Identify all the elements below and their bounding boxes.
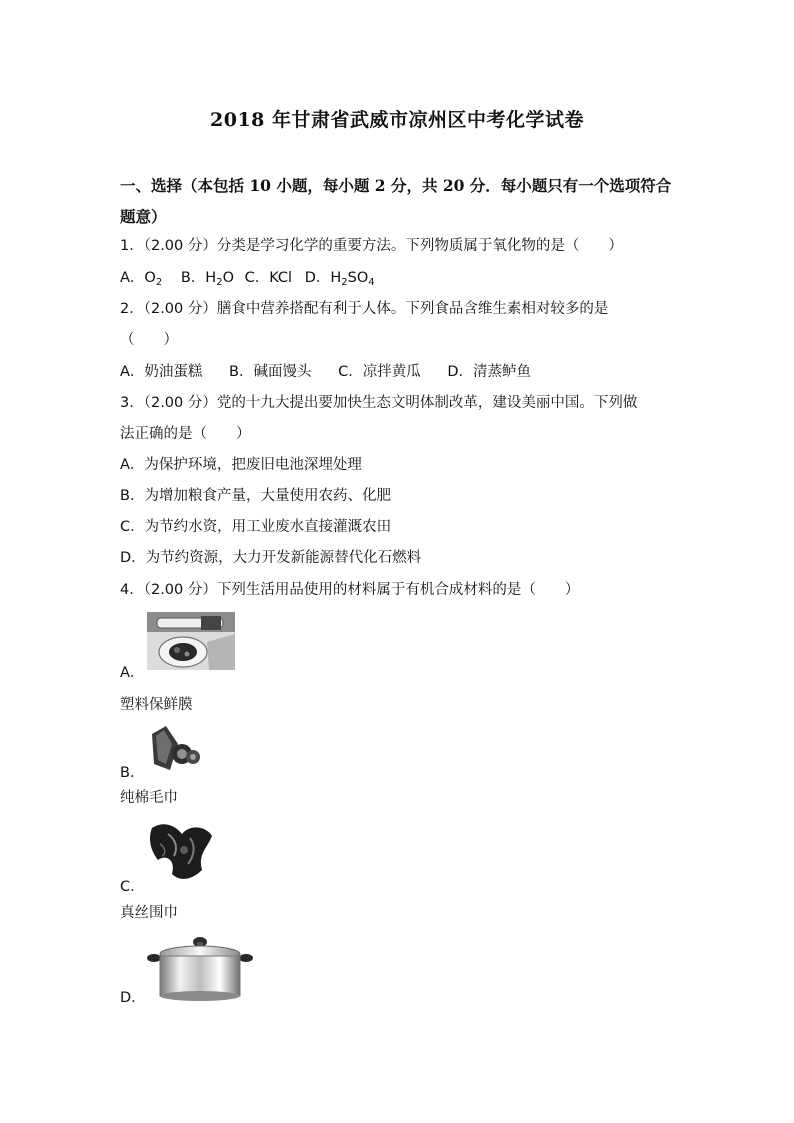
q1-option-b[interactable]: B．$H_2O$ [180,270,234,288]
q4-option-a-letter[interactable]: A． [120,665,145,681]
q3-option-a[interactable]: A．为保护环境，把废旧电池深埋处理 [120,457,362,473]
q4-option-d-letter[interactable]: D． [120,990,146,1006]
q2-option-b[interactable]: B．碱面馒头 [229,364,312,380]
q1-option-a[interactable]: A．$O_2$ [120,270,163,288]
stainless-pot-image [146,934,254,1002]
question-3-stem-line1: 3．（2.00 分）党的十九大提出要加快生态文明体制改革，建设美丽中国。下列做 [120,395,638,411]
q3-option-b[interactable]: B．为增加粮食产量，大量使用农药、化肥 [120,488,391,504]
cotton-towel-image [148,724,200,772]
question-1-stem: 1．（2.00 分）分类是学习化学的重要方法。下列物质属于氧化物的是（ ） [120,238,623,254]
plastic-wrap-image [147,612,235,670]
q2-option-c[interactable]: C．凉拌黄瓜 [338,364,421,380]
q4-option-c-letter[interactable]: C． [120,879,145,895]
q1-option-d[interactable]: D．$H_2SO_4$ [304,270,375,288]
q4-option-b-label: 纯棉毛巾 [120,790,178,806]
q4-option-b-letter[interactable]: B． [120,765,145,781]
section-heading: 一、选择（本包括 10 小题，每小题 2 分，共 20 分．每小题只有一个选项符合题意） [120,176,672,226]
page-title: 2018 年甘肃省武威市凉州区中考化学试卷 [210,109,584,131]
q3-option-c[interactable]: C．为节约水资，用工业废水直接灌溉农田 [120,519,392,535]
q2-option-d[interactable]: D．清蒸鲈鱼 [447,364,531,380]
question-2-stem-line1: 2．（2.00 分）膳食中营养搭配有利于人体。下列食品含维生素相对较多的是 [120,301,609,317]
silk-scarf-image [146,820,216,886]
question-1-options [120,268,375,293]
q1-option-c[interactable]: C．KCl [244,270,293,286]
q3-option-d[interactable]: D．为节约资源，大力开发新能源替代化石燃料 [120,550,422,566]
question-3-stem-line2: 法正确的是（ ） [120,426,251,442]
question-4-stem: 4．（2.00 分）下列生活用品使用的材料属于有机合成材料的是（ ） [120,582,580,598]
question-2-options [120,362,531,382]
q4-option-c-label: 真丝围巾 [120,905,178,921]
q2-option-a[interactable]: A．奶油蛋糕 [120,364,203,380]
question-2-stem-line2: （ ） [120,332,178,348]
q4-option-a-label: 塑料保鲜膜 [120,697,193,713]
